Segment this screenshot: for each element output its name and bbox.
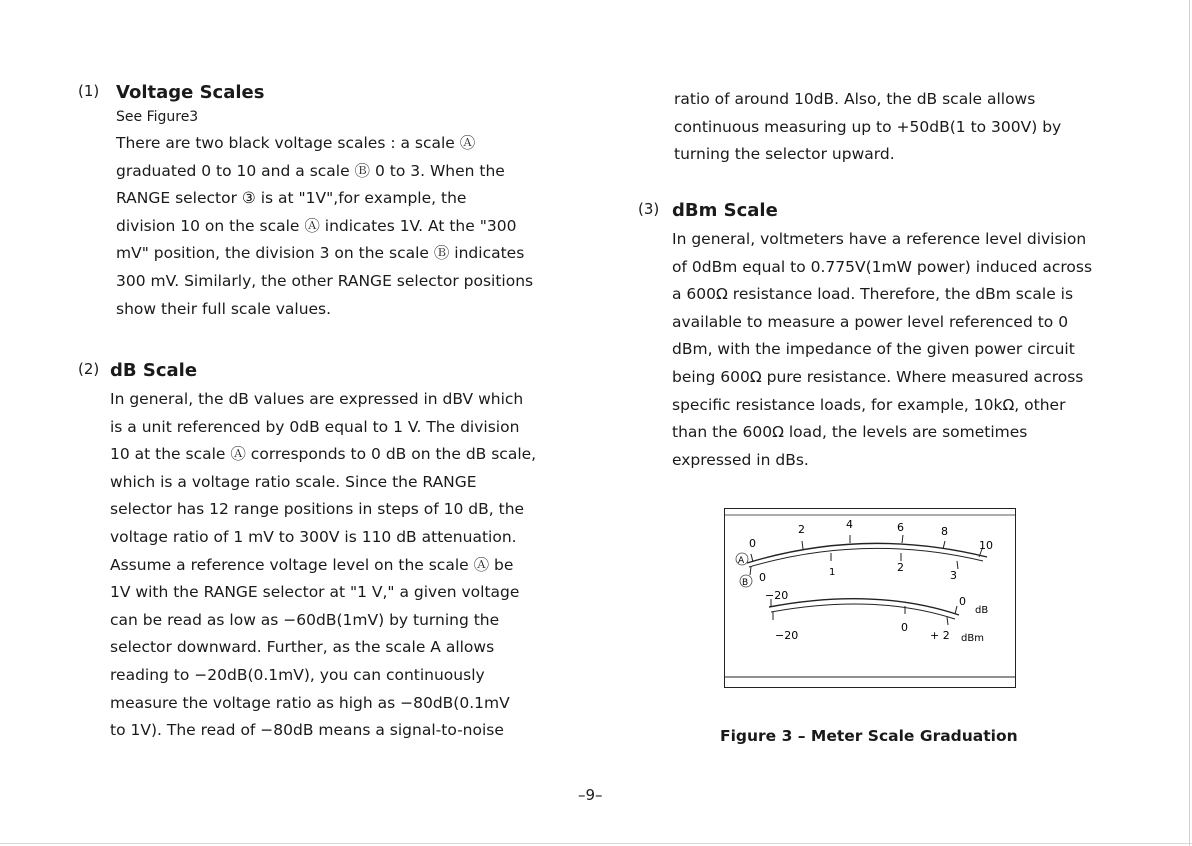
- scan-bottom-edge: [0, 843, 1192, 844]
- section-1-body: [116, 130, 598, 323]
- db-scale-label: 0: [959, 595, 966, 608]
- body-line: ratio of around 10dB. Also, the dB scale allows: [674, 90, 1036, 108]
- scale-a-label: 6: [897, 521, 904, 534]
- scale-a-label: 2: [798, 523, 805, 536]
- scale-a-label: 10: [979, 539, 993, 552]
- body-line: division 10 on the scale Ⓐ indicates 1V. At the "300: [116, 216, 517, 235]
- dbm-scale-label: −20: [775, 629, 799, 642]
- body-line: expressed in dBs.: [672, 450, 809, 469]
- dbm-scale-label: + 2: [930, 629, 950, 642]
- body-line: being 600Ω pure resistance. Where measured across: [672, 367, 1084, 386]
- scale-b-label: 3: [950, 569, 957, 582]
- body-line: In general, the dB values are expressed in dBV which: [110, 390, 524, 408]
- section-2-title: dB Scale: [110, 360, 198, 381]
- section-2: [110, 358, 536, 745]
- body-line: selector has 12 range positions in steps of 10 dB, the: [110, 500, 525, 519]
- section-2-number: (2): [78, 360, 100, 378]
- body-line: Assume a reference voltage level on the scale Ⓐ be: [110, 555, 514, 574]
- section-2-body: [110, 386, 536, 745]
- scale-b-label: 1: [829, 567, 836, 578]
- body-line: reading to −20dB(0.1mV), you can continuously: [110, 665, 485, 684]
- body-line: to 1V). The read of −80dB means a signal-to-noise: [110, 721, 504, 740]
- section-1-title: Voltage Scales: [116, 82, 265, 103]
- body-line: can be read as low as −60dB(1mV) by turning the: [110, 610, 500, 629]
- section-3-number: (3): [638, 200, 660, 218]
- body-line: 300 mV. Similarly, the other RANGE selector positions: [116, 271, 534, 290]
- body-line: is a unit referenced by 0dB equal to 1 V. The division: [110, 417, 520, 436]
- body-line: which is a voltage ratio scale. Since the RANGE: [110, 472, 477, 491]
- body-line: of 0dBm equal to 0.775V(1mW power) induced across: [672, 257, 1093, 276]
- page-number: –9–: [578, 786, 603, 804]
- scale-a-label: 4: [846, 518, 853, 531]
- body-line: voltage ratio of 1 mV to 300V is 110 dB attenuation.: [110, 527, 517, 546]
- body-line: selector downward. Further, as the scale A allows: [110, 638, 495, 657]
- section-3: [672, 198, 1092, 474]
- body-line: mV" position, the division 3 on the scale Ⓑ indicates: [116, 244, 525, 263]
- section-3-body: [672, 226, 1092, 474]
- body-line: RANGE selector ③ is at "1V",for example, the: [116, 189, 467, 208]
- left-column: [78, 80, 598, 740]
- scale-b-label: 2: [897, 561, 904, 574]
- section-2-continued: [674, 86, 1061, 169]
- body-line: graduated 0 to 10 and a scale Ⓑ 0 to 3. When the: [116, 161, 505, 180]
- meter-scale-diagram: [725, 509, 1015, 687]
- figure-caption: Figure 3 – Meter Scale Graduation: [720, 727, 1018, 745]
- body-line: 1V with the RANGE selector at "1 V," a given voltage: [110, 583, 520, 602]
- scale-b-marker: B: [742, 578, 749, 588]
- scale-a-marker: A: [738, 556, 745, 566]
- scan-edge: [1189, 0, 1190, 846]
- scale-a-label: 8: [941, 525, 948, 538]
- meter-scale-figure: [724, 508, 1016, 688]
- section-1-subtitle: See Figure3: [116, 109, 199, 125]
- dbm-scale-label: 0: [901, 621, 908, 634]
- db-unit: dB: [975, 605, 989, 616]
- body-line: measure the voltage ratio as high as −80dB(0.1mV: [110, 693, 510, 712]
- dbm-unit: dBm: [961, 633, 984, 644]
- scale-a-label: 0: [749, 537, 756, 550]
- section-1: [78, 80, 598, 323]
- body-line: 10 at the scale Ⓐ corresponds to 0 dB on the dB scale,: [110, 445, 537, 464]
- body-line: In general, voltmeters have a reference level division: [672, 230, 1087, 248]
- body-line: show their full scale values.: [116, 299, 332, 318]
- body-line: dBm, with the impedance of the given power circuit: [672, 340, 1075, 359]
- body-line: available to measure a power level referenced to 0: [672, 312, 1069, 331]
- body-line: a 600Ω resistance load. Therefore, the dBm scale is: [672, 285, 1074, 304]
- scale-b-label: 0: [759, 571, 766, 584]
- body-line: There are two black voltage scales : a scale Ⓐ: [116, 134, 476, 152]
- body-line: than the 600Ω load, the levels are sometimes: [672, 423, 1028, 442]
- body-line: continuous measuring up to +50dB(1 to 300V) by: [674, 117, 1062, 136]
- section-3-title: dBm Scale: [672, 200, 778, 221]
- db-scale-label: −20: [765, 589, 789, 602]
- body-line: specific resistance loads, for example, 10kΩ, other: [672, 395, 1066, 414]
- body-line: turning the selector upward.: [674, 145, 895, 164]
- section-1-number: (1): [78, 82, 100, 100]
